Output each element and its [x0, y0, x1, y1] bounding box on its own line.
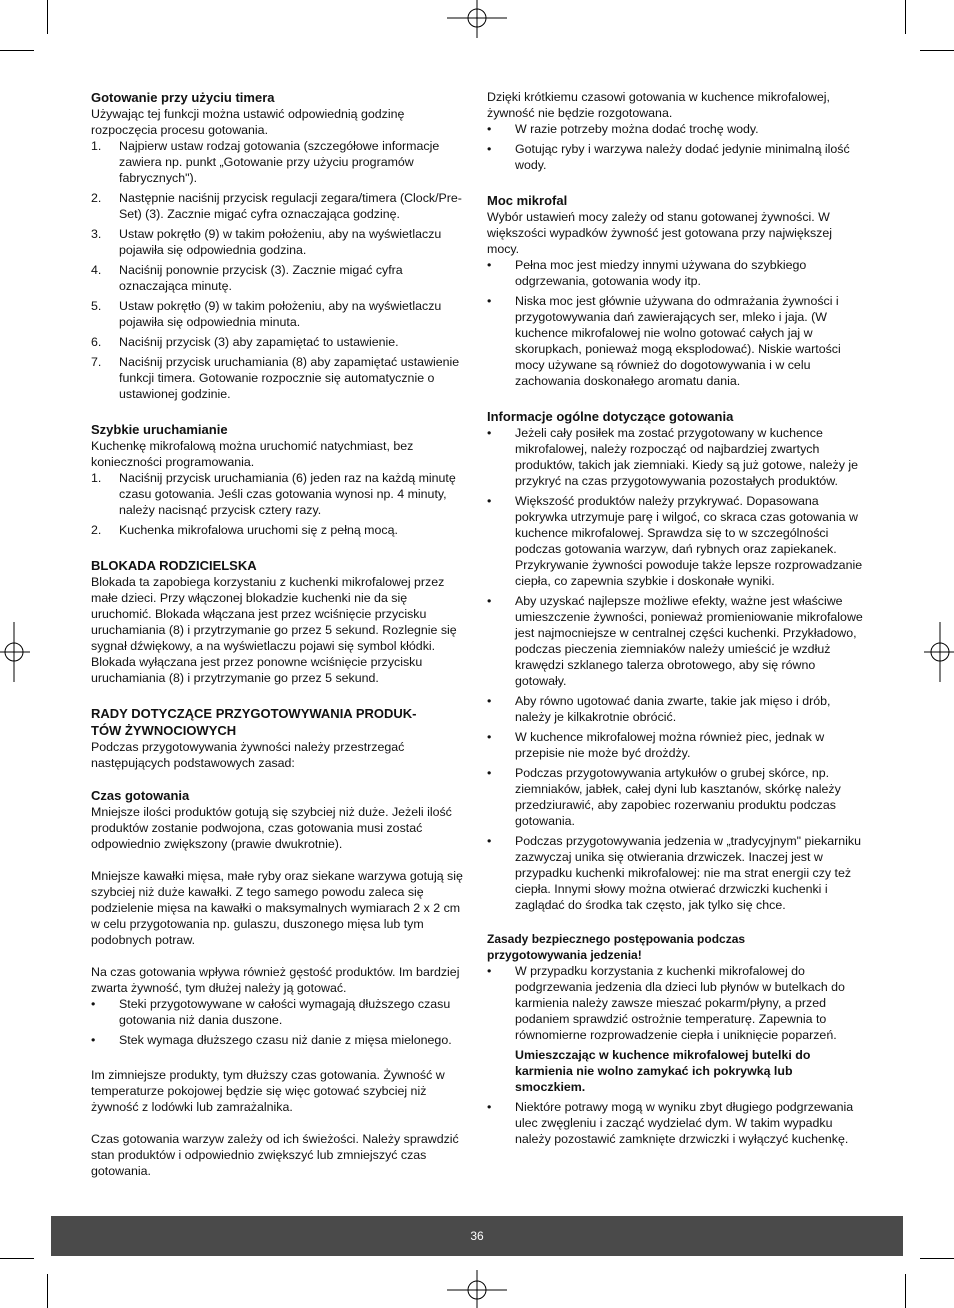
list-item: 3. Ustaw pokrętło (9) w takim położeniu, aby na wyświetlaczu pojawiła się odpowiednia godzina.	[91, 227, 442, 257]
section-food-safety	[487, 932, 863, 1147]
bullet-item: • Gotując ryby i warzywa należy dodać jedynie minimalną ilość wody.	[487, 142, 850, 172]
bullet-item: • Niektóre potrawy mogą w wyniku zbyt długiego podgrzewania ulec zwęgleniu i zacząć wydzielać dym. W takim wypadku należy pozostawić zamknięte drzwiczki i wyłączyć kuchenkę.	[487, 1100, 854, 1146]
section-timer-cooking	[91, 89, 467, 402]
bullet-item: • Aby uzyskać najlepsze możliwe efekty, ważne jest właściwe umieszczenie żywności, ponieważ promieniowanie mikrofalowe jest najmocniejsze w centralnej części kuchenki. Przykładowo, podczas pieczenia ziemniaków należy umieścić je wzdłuż krawędzi szklanego talerza obrotowego, aby się równo gotowały.	[487, 594, 863, 688]
warning-note: Umieszczając w kuchence mikrofalowej butelki do karmienia nie wolno zamykać ich pokrywką lub smoczkiem.	[515, 1048, 811, 1094]
section-heading: Czas gotowania	[91, 788, 190, 803]
registration-mark-right	[924, 622, 954, 682]
section-heading: Moc mikrofal	[487, 193, 568, 208]
section-heading-line: TÓW ŻYWNOCIOWYCH	[91, 723, 237, 738]
section-quick-start	[91, 421, 467, 538]
bullet-item: • Podczas przygotowywania jedzenia w „tradycyjnym" piekarniku zazwyczaj unika się otwierania drzwiczek. Inaczej jest w przypadku kuchenki mikrofalowej: nie ma strat energii czy też ciepła. Innymi słowy można otwierać drzwiczki kuchenki i zaglądać do środka tak często, jak tylko się chce.	[487, 834, 861, 912]
crop-mark	[920, 50, 954, 51]
list-item: 1. Naciśnij przycisk uruchamiania (6) jeden raz na każdą minutę czasu gotowania. Jeśli czas gotowania wynosi np. 4 minuty, należy nacisnąć przycisk cztery razy.	[91, 471, 456, 517]
list-item: 1. Najpierw ustaw rodzaj gotowania (szczegółowe informacje zawiera np. punkt „Gotowanie przy użyciu programów fabrycznych").	[91, 139, 440, 185]
list-item: 5. Ustaw pokrętło (9) w takim położeniu, aby na wyświetlaczu pojawiła się odpowiednia minuta.	[91, 299, 442, 329]
list-item: 2. Następnie naciśnij przycisk regulacji zegara/timera (Clock/Pre-Set) (3). Zacznie migać cyfra oznaczająca godzinę.	[91, 191, 462, 221]
page-number: 36	[470, 1229, 484, 1243]
list-item: 2. Kuchenka mikrofalowa uruchomi się z pełną mocą.	[91, 523, 398, 537]
crop-mark	[905, 1274, 906, 1308]
registration-mark-top	[447, 0, 507, 38]
bullet-item: • W przypadku korzystania z kuchenki mikrofalowej do podgrzewania jedzenia dla dzieci lub płynów w butelkach do karmienia należy zawsze mieszać pokarm/płyny, a przed podaniem sprawdzić ostrożnie temperaturę. Zapewnia to równomierne rozprowadzenie ciepła i uniknięcie poparzeń.	[487, 964, 845, 1042]
left-column	[91, 89, 467, 1179]
bullet-item: • Niska moc jest głównie używana do odmrażania żywności i przygotowywania dań zawierających ser, mleko i jaja. (W kuchence mikrofalowej nie wolno gotować całych jaj w skorupkach, ponieważ mogą eksplodować). Niskie wartości mocy używane są również do dogotowywania i w celu zachowania doskonałego aromatu dania.	[487, 294, 841, 388]
section-heading: Szybkie uruchamianie	[91, 422, 228, 437]
section-heading-line: RADY DOTYCZĄCE PRZYGOTOWYWANIA PRODUK-	[91, 706, 417, 721]
section-child-lock	[91, 557, 467, 686]
paragraph: Mniejsze ilości produktów gotują się szybciej niż duże. Jeżeli ilość produktów zostanie podwojona, czas gotowania musi zostać odpowiednio zwiększony (prawie dwukrotnie).	[91, 805, 452, 851]
bullet-item: • W razie potrzeby można dodać trochę wody.	[487, 122, 759, 136]
section-heading: BLOKADA RODZICIELSKA	[91, 558, 257, 573]
bullet-item: • Steki przygotowywane w całości wymagają dłuższego czasu gotowania niż dania duszone.	[91, 997, 451, 1027]
crop-mark	[0, 1258, 34, 1259]
paragraph: Na czas gotowania wpływa również gęstość produktów. Im bardziej zwarta żywność, tym dłużej należy ją gotować.	[91, 965, 460, 995]
bullet-item: • W kuchence mikrofalowej można również piec, jednak w przepisie nie może być drożdży.	[487, 730, 825, 760]
section-heading-line: Zasady bezpiecznego postępowania podczas	[487, 932, 746, 946]
section-heading: Informacje ogólne dotyczące gotowania	[487, 409, 734, 424]
paragraph: Kuchenkę mikrofalową można uruchomić natychmiast, bez konieczności programowania.	[91, 439, 414, 469]
paragraph: Używając tej funkcji można ustawić odpowiednią godzinę rozpoczęcia procesu gotowania.	[91, 107, 405, 137]
paragraph: Dzięki krótkiemu czasowi gotowania w kuchence mikrofalowej, żywność nie będzie rozgotowana.	[487, 90, 830, 120]
bullet-item: • Aby równo ugotować dania zwarte, takie jak mięso i drób, należy je kilkakrotnie obrócić.	[487, 694, 831, 724]
section-general-cooking-info	[487, 408, 863, 913]
right-column	[487, 89, 863, 1147]
section-heading: Gotowanie przy użyciu timera	[91, 90, 275, 105]
section-microwave-power	[487, 192, 863, 389]
list-item: 7. Naciśnij przycisk uruchamiania (8) aby zapamiętać ustawienie funkcji timera. Gotowanie rozpocznie się automatycznie o ustawionej godzinie.	[91, 355, 460, 401]
footer-bar	[51, 1216, 903, 1256]
bullet-item: • Jeżeli cały posiłek ma zostać przygotowany w kuchence mikrofalowej, należy rozpocząć od najbardziej zwartych produktów, takich jak ziemniaki. Kiedy są już gotowe, należy je przykryć na czas przygotowywania pozostałych produktów.	[487, 426, 858, 488]
registration-mark-left	[0, 622, 30, 682]
section-overcooking	[487, 89, 863, 173]
crop-mark	[920, 1258, 954, 1259]
paragraph: Wybór ustawień mocy zależy od stanu gotowanej żywności. W większości wypadków żywność jest gotowana przy największej mocy.	[487, 210, 833, 256]
crop-mark	[0, 50, 34, 51]
list-item: 4. Naciśnij ponownie przycisk (3). Zacznie migać cyfra oznaczająca minutę.	[91, 263, 403, 293]
paragraph: Blokada ta zapobiega korzystaniu z kuchenki mikrofalowej przez małe dzieci. Przy włączonej blokadzie kuchenki nie da się uruchomić. Blokada włączana jest przez wciśnięcie przycisku uruchamiania (8) i przytrzymanie go przez 5 sekund. Rozlegnie się sygnał dźwiękowy, a na wyświetlaczu pojawi się symbol kłódki. Blokada wyłączana jest przez ponowne wciśnięcie przycisku uruchamiania (8) i przytrzymanie go przez 5 sekund.	[91, 575, 457, 685]
paragraph: Mniejsze kawałki mięsa, małe ryby oraz siekane warzywa gotują się szybciej niż duże kawałki. Z tego samego powodu zaleca się podzielenie mięsa na kawałki o maksymalnych wymiarach 2 x 2 cm w celu przygotowania np. gulaszu, duszonego mięsa lub tym podobnych potraw.	[91, 869, 463, 947]
paragraph: Im zimniejsze produkty, tym dłuższy czas gotowania. Żywność w temperaturze pokojowej będzie się więc gotować szybciej niż żywność z lodówki lub zamrażalnika.	[91, 1068, 445, 1114]
crop-mark	[905, 0, 906, 34]
section-cooking-tips	[91, 705, 467, 771]
list-item: 6. Naciśnij przycisk (3) aby zapamiętać to ustawienie.	[91, 335, 399, 349]
paragraph: Czas gotowania warzyw zależy od ich świeżości. Należy sprawdzić stan produktów i odpowiednio zwiększyć lub zmniejszyć czas gotowania.	[91, 1132, 459, 1178]
crop-mark	[47, 0, 48, 34]
bullet-item: • Podczas przygotowywania artykułów o grubej skórce, np. ziemniaków, jabłek, całej dyni lub kasztanów, skórkę należy przedziurawić, aby zapobiec rozerwaniu produktu podczas gotowania.	[487, 766, 841, 828]
crop-mark	[47, 1274, 48, 1308]
paragraph: Podczas przygotowywania żywności należy przestrzegać następujących podstawowych zasad:	[91, 740, 405, 770]
bullet-item: • Większość produktów należy przykrywać. Dopasowana pokrywka utrzymuje parę i wilgoć, co skraca czas gotowania w kuchence mikrofalowej. Sprawdza się to w szczególności podczas gotowania warzyw, dań rybnych oraz zapiekanek. Przykrywanie żywności powoduje także lepsze rozprowadzanie ciepła, co zapewnia szybkie i doskonałe wyniki.	[487, 494, 863, 588]
bullet-item: • Stek wymaga dłuższego czasu niż danie z mięsa mielonego.	[91, 1033, 452, 1047]
section-heading-line: przygotowywania jedzenia!	[487, 947, 642, 962]
registration-mark-bottom	[447, 1270, 507, 1308]
bullet-item: • Pełna moc jest miedzy innymi używana do szybkiego odgrzewania, gotowania wody itp.	[487, 258, 807, 288]
section-cooking-time	[91, 787, 467, 1179]
